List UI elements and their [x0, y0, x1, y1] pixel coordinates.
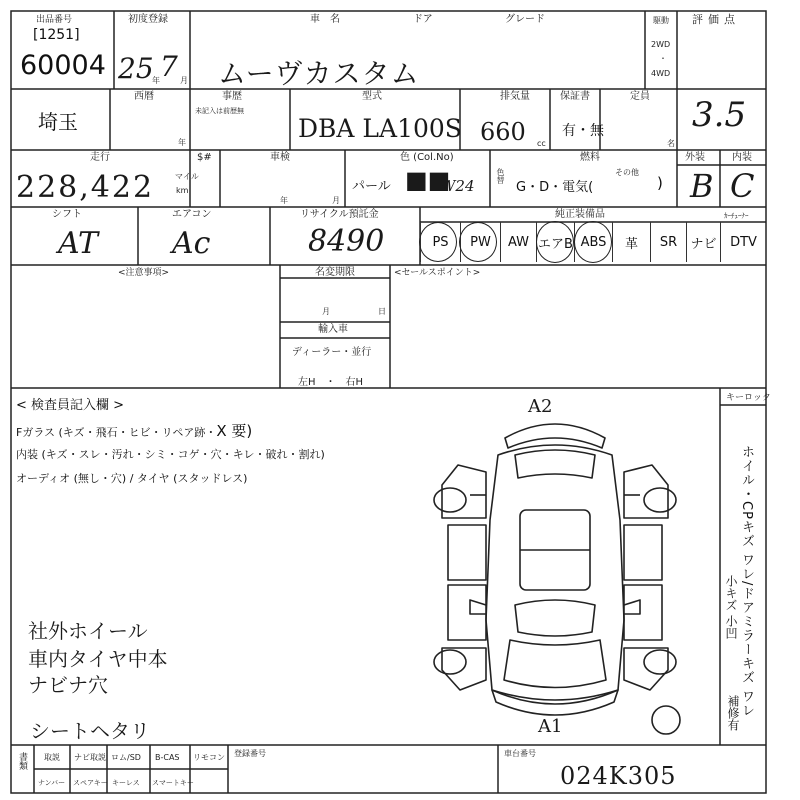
mileage-label: 走行 — [90, 152, 110, 163]
import-label: 輸入車 — [318, 324, 348, 335]
inspector-title: < 検査員記入欄 > — [16, 398, 125, 413]
displacement: 660 — [480, 118, 526, 146]
history-label: 事歴 — [222, 91, 242, 102]
inspection-label: 車検 — [270, 152, 290, 163]
car-damage-diagram — [420, 400, 690, 740]
name-change-month: 月 — [322, 307, 330, 316]
doc-manual: 取説 — [44, 753, 60, 762]
capacity-unit: 名 — [667, 139, 675, 148]
equipment-airbag: エアB — [536, 222, 574, 262]
ac-label: エアコン — [172, 209, 212, 220]
inspection-month-unit: 月 — [332, 196, 340, 205]
handwritten-note-1: 社外ホイール — [28, 619, 148, 643]
sharp-label: $# — [197, 152, 212, 163]
year-unit: 年 — [152, 76, 160, 85]
inspector-line3: オーディオ (無し・穴) / タイヤ (スタッドレス) — [16, 472, 248, 485]
color-value: パール — [352, 179, 391, 194]
car-name-label: 車 名 — [310, 14, 340, 25]
exhibit-label: 出品番号 — [36, 15, 73, 25]
shift-value: AT — [58, 226, 99, 261]
score-label: 評価点 — [692, 13, 740, 26]
equipment-ps: PS — [420, 222, 460, 262]
right-vertical-text-3: 補修有 — [726, 695, 740, 731]
equipment-aw: AW — [500, 222, 536, 262]
score-value: 3.5 — [692, 95, 747, 135]
circle-mark-ps — [419, 222, 457, 262]
model-label: 型式 — [362, 91, 382, 102]
equipment-abs: ABS — [574, 222, 612, 262]
doc-smart-key: スマートキー — [152, 779, 194, 787]
cc-unit: cc — [537, 139, 546, 148]
mile-unit: マイル — [175, 172, 199, 181]
interior-grade: C — [730, 167, 755, 205]
color-label: 色 (Col.No) — [400, 152, 454, 163]
inspector-line1-mark: X 要) — [216, 422, 253, 440]
drive-label: 駆動 — [653, 16, 669, 25]
doc-remote: リモコン — [193, 753, 225, 762]
equipment-leather: 革 — [612, 222, 650, 262]
chassis-label: 車台番号 — [504, 749, 536, 758]
inspector-line2: 内装 (キズ・スレ・汚れ・シミ・コゲ・穴・キレ・破れ・割れ) — [16, 448, 325, 461]
mileage: 228,422 — [16, 170, 155, 205]
doc-navi-manual: ナビ取説 — [74, 753, 106, 762]
handle-label: 左H ・ 右H — [298, 377, 364, 388]
history-note: 未記入は前歴無 — [195, 107, 244, 115]
diagram-mark-a2: A2 — [528, 396, 553, 417]
right-vertical-text-1: ホイル・CPキズ ワレ/ドアミラーキズ ワレ — [739, 445, 754, 718]
lane-code: [1251] — [33, 27, 80, 43]
region: 埼玉 — [38, 110, 78, 134]
fuel-label: 燃料 — [580, 152, 600, 163]
car-name: ムーヴカスタム — [218, 57, 420, 90]
diagram-mark-a1: A1 — [538, 716, 563, 737]
doc-rom-sd: ロム/SD — [111, 753, 141, 762]
first-reg-month: 7 — [160, 50, 178, 83]
inspection-year-unit: 年 — [280, 196, 288, 205]
seat-note: シートヘタリ — [30, 719, 150, 743]
dealer-label: ディーラー・並行 — [292, 347, 372, 358]
ac-value: Ac — [172, 226, 211, 261]
equipment-dtv: DTV — [720, 222, 766, 262]
drive-dot: ・ — [659, 54, 667, 63]
doc-keyless: キーレス — [112, 779, 140, 787]
grade-label: グレード — [505, 14, 545, 25]
handwritten-note-3: ナビナ穴 — [28, 673, 108, 697]
color-code: W24 — [440, 177, 475, 195]
door-label: ドア — [413, 14, 433, 25]
right-vertical-text-2: 小キズ 小凹 — [724, 575, 738, 639]
tuner-label: ｶｰﾁｭｰﾅｰ — [724, 212, 749, 220]
registration-label: 登録番号 — [234, 749, 266, 758]
doc-bcas: B-CAS — [155, 753, 180, 762]
warranty-value: 有・無 — [562, 123, 604, 139]
shift-label: シフト — [52, 209, 82, 220]
first-reg-year: 25 — [118, 52, 154, 85]
handwritten-note-2: 車内タイヤ中本 — [28, 647, 168, 671]
recycle-label: リサイクル預託金 — [300, 209, 379, 220]
caution-label: <注意事項> — [118, 268, 170, 278]
exterior-grade: B — [690, 167, 714, 205]
name-change-label: 名変期限 — [315, 267, 355, 278]
fuel-value: G・D・電気( — [516, 180, 594, 195]
capacity-label: 定員 — [630, 91, 650, 102]
drive-2wd: 2WD — [651, 40, 671, 49]
equipment-pw: PW — [460, 222, 500, 262]
color-change-label: 色替 — [496, 168, 505, 184]
chassis-number: 024K305 — [560, 762, 677, 790]
name-change-day: 日 — [378, 307, 386, 316]
warranty-label: 保証書 — [560, 91, 590, 102]
fuel-other: その他 — [615, 168, 639, 177]
first-reg-label: 初度登録 — [128, 14, 168, 25]
recycle-value: 8490 — [308, 224, 385, 259]
interior-label: 内装 — [732, 152, 752, 163]
western-label: 西暦 — [134, 91, 154, 102]
keylock-label: キーロック — [726, 393, 771, 403]
fuel-close: ) — [657, 174, 663, 192]
model-code: DBA LA100S — [298, 114, 462, 143]
exterior-label: 外装 — [685, 152, 705, 163]
inspector-line1 — [16, 420, 252, 441]
circle-mark-pw — [459, 222, 497, 262]
km-unit: km — [176, 186, 189, 195]
equipment-label: 純正装備品 — [555, 209, 605, 220]
displacement-label: 排気量 — [500, 91, 530, 102]
inspector-line1-text: Fガラス (キズ・飛石・ヒビ・リペア跡・ — [16, 426, 217, 439]
month-unit: 月 — [180, 76, 188, 85]
doc-spare-key: スペアキー — [73, 779, 108, 787]
color-scribble: ■■ — [405, 166, 451, 194]
documents-label: 書類 — [17, 752, 27, 770]
equipment-navi: ナビ — [686, 222, 720, 262]
circle-mark-abs — [574, 221, 612, 263]
exhibit-number: 60004 — [20, 50, 106, 81]
equipment-sr: SR — [650, 222, 686, 262]
sales-point-label: <セールスポイント> — [394, 268, 481, 278]
western-year-unit: 年 — [178, 138, 186, 147]
doc-number-plate: ナンバー — [38, 779, 66, 787]
circle-mark-airbag — [536, 221, 574, 263]
drive-4wd: 4WD — [651, 69, 671, 78]
